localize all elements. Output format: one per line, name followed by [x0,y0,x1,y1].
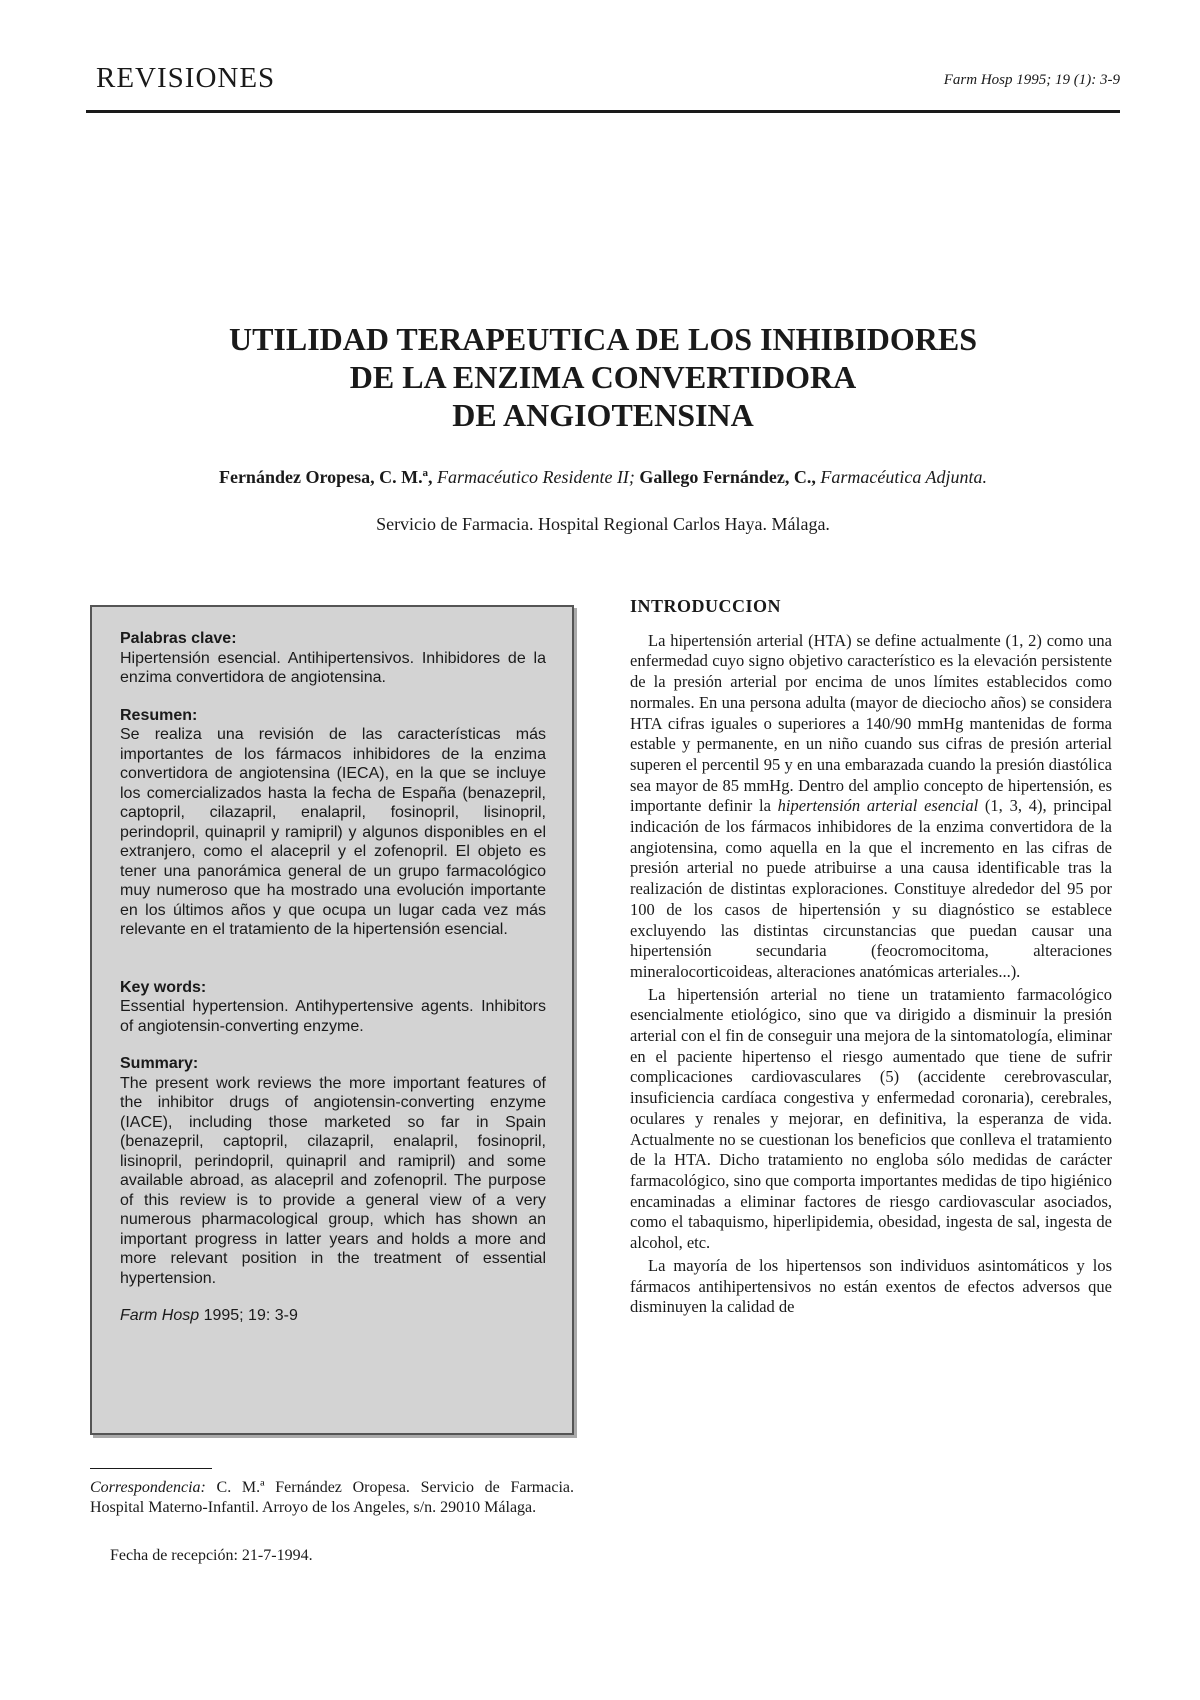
body-paragraph [630,631,1112,983]
paragraph-text: (1, 3, 4), principal indicación de los fármacos inhibidores de la enzima convertidora de la angiotensina, como aquella en la que el incremento en las cifras de presión arterial no puede atribuirse a una causa identificable tras la realización de distintas exploraciones. Constituye alrededor del 95 por 100 de los casos de hipertensión y su diagnóstico se establece excluyendo las distintas circunstancias que puedan causar una hipertensión secundaria (feocromocitoma, alteraciones mineralocorticoideas, alteraciones anatómicas arteriales...). [630,796,1112,981]
body-paragraph: La mayoría de los hipertensos son individuos asintomáticos y los fármacos antihipertensivos no están exentos de efectos adversos que disminuyen la calidad de [630,1255,1112,1317]
title-line: DE ANGIOTENSINA [452,397,754,433]
resumen-block [120,706,546,940]
keywords-en-block [120,978,546,1037]
section-label: REVISIONES [96,62,276,94]
abstract-box [90,605,574,1435]
reception-date: Fecha de recepción: 21-7-1994. [110,1547,313,1564]
article-title [86,320,1120,434]
footnote-text: C. M.ª Fernández Oropesa. Servicio de Farmacia. Hospital Materno-Infantil. Arroyo de los Angeles, s/n. 29010 Málaga. [90,1479,574,1516]
summary-text: The present work reviews the more important features of the inhibitor drugs of angiotensin-converting enzyme (IACE), including those marketed so far in Spain (benazepril, captopril, cilazapril, enalapril, fosinopril, lisinopril, perindopril, quinapril and ramipril) and some available abroad, as alacepril and zofenopril. The purpose of this review is to provide a general view of a very numerous pharmacological group, which has shown an important progress in latter years and holds a more and more relevant position in the treatment of essential hypertension. [120,1074,546,1287]
affiliation: Servicio de Farmacia. Hospital Regional Carlos Haya. Málaga. [376,514,830,534]
summary-block [120,1054,546,1288]
author-role: Farmacéutico Residente II; [437,467,635,487]
keywords-es-text: Hipertensión esencial. Antihipertensivos. Inhibidores de la enzima convertidora de angiotensina. [120,649,546,686]
section-heading: INTRODUCCION [630,596,782,616]
emphasis-term: hipertensión arterial esencial [777,796,979,816]
title-line: DE LA ENZIMA CONVERTIDORA [349,359,857,395]
page-header [86,60,1120,113]
summary-heading: Summary: [120,1055,199,1072]
footnote-rule [90,1468,212,1469]
keywords-es-block [120,629,546,688]
body-paragraph: La hipertensión arterial no tiene un tratamiento farmacológico esencialmente etiológico, sino que va dirigido a disminuir la presión arterial con el fin de conseguir una mejora de la sintomatología, eliminar en el paciente hipertenso el riesgo aumentado que tiene de sufrir complicaciones cardiovasculares (5) (accidente cerebrovascular, insuficiencia cardíaca congestiva y enfermedad coronaria), cerebrales, oculares y renales y mejorar, en definitiva, la esperanza de vida. Actualmente no se cuestionan los beneficios que conlleva el tratamiento de la HTA. Dicho tratamiento no engloba sólo medidas de carácter farmacológico, sino que comporta importantes medidas de tipo higiénico encaminadas a eliminar factores de riesgo cardiovascular asociados, como el tabaquismo, hiperlipidemia, obesidad, ingesta de sal, ingesta de alcohol, etc. [630,984,1112,1253]
author-role: Farmacéutica Adjunta. [820,467,988,487]
resumen-text: Se realiza una revisión de las características más importantes de los fármacos inhibidores de la enzima convertidora de angiotensina (IECA), en la que se incluye los comercializados hasta la fecha de España (benazepril, captopril, cilazapril, enalapril, fosinopril, lisinopril, perindopril, quinapril y ramipril) y algunos disponibles en el extranjero, como el alacepril y el zofenopril. El objeto es tener una panorámica general de un grupo farmacológico muy numeroso que ha mostrado una evolución importante en los últimos años y que ocupa un lugar cada vez más relevante en el tratamiento de la hipertensión esencial. [120,726,546,938]
author-name: Fernández Oropesa, C. M.ª, [218,467,433,487]
body-column [630,596,1112,1320]
author-list [86,467,1120,488]
resumen-heading: Resumen: [120,706,198,724]
keywords-es-heading: Palabras clave: [120,630,237,647]
abstract-citation [120,1306,546,1326]
citation-details: 1995; 19: 3-9 [199,1307,298,1324]
journal-reference: Farm Hosp 1995; 19 (1): 3-9 [943,72,1120,88]
correspondence-footnote [90,1478,574,1518]
footnote-label: Correspondencia: [90,1479,206,1496]
title-line: UTILIDAD TERAPEUTICA DE LOS INHIBIDORES [228,321,978,357]
paragraph-text: La hipertensión arterial (HTA) se define actualmente (1, 2) como una enfermedad cuyo signo objetivo característico es la elevación persistente de la presión arterial por encima de unos límites establecidos como normales. En una persona adulta (mayor de dieciocho años) se considera HTA cifras iguales o superiores a 140/90 mmHg mantenidas de forma estable y permanente, en un niño cuando sus cifras de presión arterial superen el percentil 95 y en una embarazada cuando la presión diastólica sea mayor de 85 mmHg. Dentro del amplio concepto de hipertensión, es importante definir la [630,630,1112,816]
citation-journal: Farm Hosp [120,1307,200,1324]
keywords-en-text: Essential hypertension. Antihypertensive agents. Inhibitors of angiotensin-converting enzyme. [120,998,546,1035]
keywords-en-heading: Key words: [120,978,207,996]
author-name: Gallego Fernández, C., [639,467,816,487]
